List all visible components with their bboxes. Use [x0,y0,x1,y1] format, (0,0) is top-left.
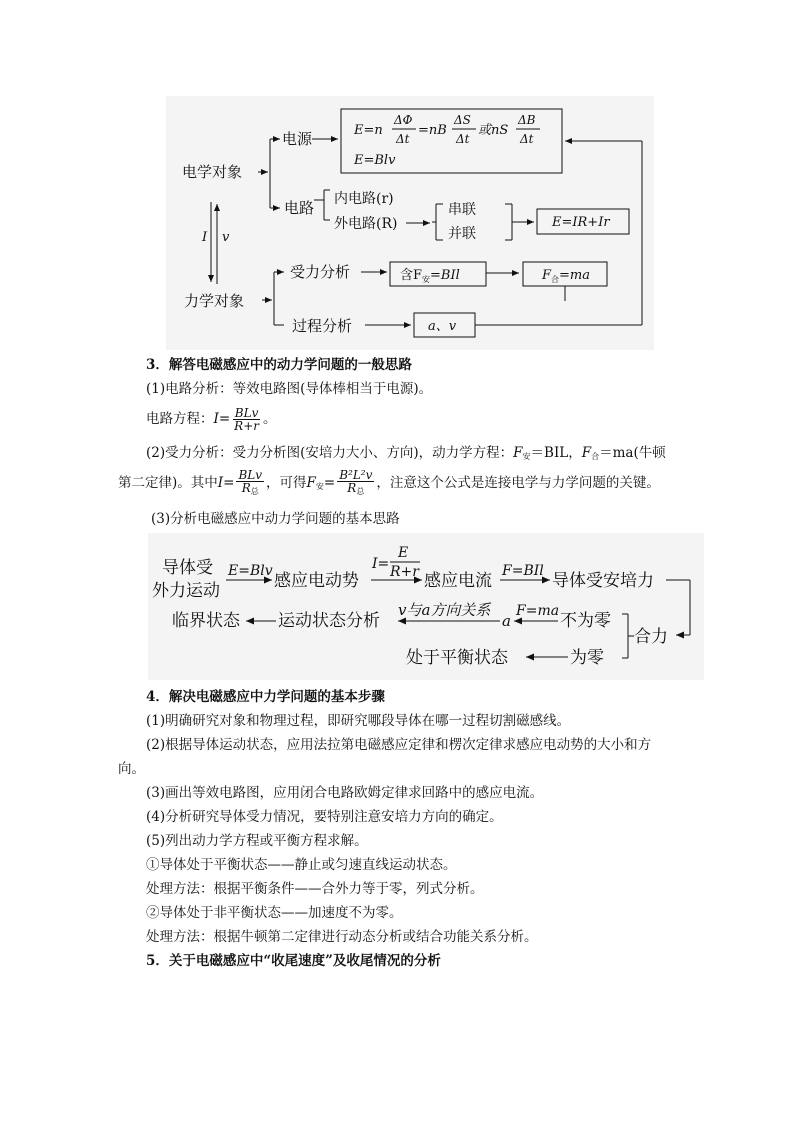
method-1: 处理方法：根据平衡条件——合外力等于零，列式分析。 [146,881,484,897]
is-zero-label: 为零 [570,648,604,668]
section3-heading: 3．解答电磁感应中的动力学问题的一般思路 [146,357,412,373]
section5-heading: 5．关于电磁感应中“收尾速度”及收尾情况的分析 [146,953,441,969]
emf-frac3-den: Δt [520,132,534,146]
emf-frac2-num: ΔS [454,113,471,127]
a-label: a [502,612,511,630]
section4-heading: 4．解决电磁感应中力学问题的基本步骤 [146,689,385,705]
critical-state-label: 临界状态 [172,611,240,631]
inner-circuit-label: 内电路(r) [334,191,394,207]
mechanical-object-label: 力学对象 [184,292,245,310]
net-force-label: 合力 [634,627,668,647]
source-label: 电源 [282,130,313,148]
emf-frac3-num: ΔB [518,113,536,127]
section3-p4: 第二定律)。其中I= $\frac{\text{BLv}}{R_总}$ ，可得$F_安=$ $\frac{\text{B²L²v}}{R_总}$ ，注意这个公式是连接电学与力学问题的关键。 [118,468,660,496]
section3-p5: (3)分析电磁感应中动力学问题的基本思路 [151,511,400,527]
emf-frac1-num: ΔΦ [394,113,413,127]
emf-formula-part: 或nS [478,123,509,138]
arrow-label-I-den: R+r [390,564,419,580]
section3-p3: (2)受力分析：受力分析图(安培力大小、方向)，动力学方程：$F_安=BIL$，$F_合=ma$(牛顿 [146,445,666,461]
diagram2-svg [148,533,704,680]
conductor-line2: 外力运动 [152,581,220,601]
contains-F-label: 含$F_安=BIl$ [400,268,460,284]
induced-emf-label: 感应电动势 [274,571,359,591]
arrow-label-I: I= [372,556,390,572]
section3-p2: 电路方程：I= $\frac{\text{BLv}}{R+r}$ 。 [146,406,277,433]
step-4: (4)分析研究导体受力情况，要特别注意安培力方向的确定。 [146,809,503,825]
parallel-label: 并联 [448,226,476,242]
force-analysis-label: 受力分析 [290,263,351,281]
velocity-v-label: v [222,230,230,245]
emf-formula-part: E=n [354,123,383,138]
v-a-relation-label: v与a方向关系 [398,601,491,619]
motion-analysis-label: 运动状态分析 [278,611,380,631]
case-1: ①导体处于平衡状态——静止或匀速直线运动状态。 [146,857,457,873]
case-2: ②导体处于非平衡状态——加速度不为零。 [146,905,403,921]
arrow-label-I-num: E [398,545,409,561]
diagram-electromechanical-objects [166,96,654,350]
emf-frac1-den: Δt [396,132,410,146]
induced-current-label: 感应电流 [424,571,492,591]
series-label: 串联 [448,202,476,218]
process-analysis-label: 过程分析 [292,317,353,335]
method-2: 处理方法：根据牛顿第二定律进行动态分析或结合功能关系分析。 [146,929,538,945]
electric-object-label: 电学对象 [182,163,243,181]
section3-p1: (1)电路分析：等效电路图(导体棒相当于电源)。 [146,381,433,397]
circuit-label: 电路 [284,199,315,217]
outer-circuit-label: 外电路(R) [334,216,398,232]
emf-formula-part: =nB [418,123,447,138]
emf-frac2-den: Δt [456,132,470,146]
current-I-label: I [202,230,208,245]
equilibrium-label: 处于平衡状态 [406,648,508,668]
step-2: (2)根据导体运动状态，应用法拉第电磁感应定律和楞次定律求感应电动势的大小和方 [146,737,652,753]
step-5: (5)列出动力学方程或平衡方程求解。 [146,833,368,849]
arrow-label-Eblv: E=Blv [228,563,273,579]
a-v-label: a、v [428,319,457,334]
arrow-label-Fma: F=ma [516,603,560,619]
not-zero-label: 不为零 [560,611,611,631]
diagram1-svg [166,96,654,350]
step-1: (1)明确研究对象和物理过程，即研究哪段导体在哪一过程切割磁感线。 [146,713,571,729]
step-3: (3)画出等效电路图，应用闭合电路欧姆定律求回路中的感应电流。 [146,785,544,801]
emf-formula-blv: E=Blv [354,153,396,168]
diagram-dynamics-flow [148,533,704,680]
newton-formula: $F_合=ma$ [542,268,591,284]
ampere-force-label: 导体受安培力 [552,571,654,591]
ohm-formula: E=IR+Ir [552,215,610,230]
arrow-label-FBIl: F=BIl [502,563,544,579]
step-2-cont: 向。 [118,761,145,777]
conductor-line1: 导体受 [162,558,213,578]
